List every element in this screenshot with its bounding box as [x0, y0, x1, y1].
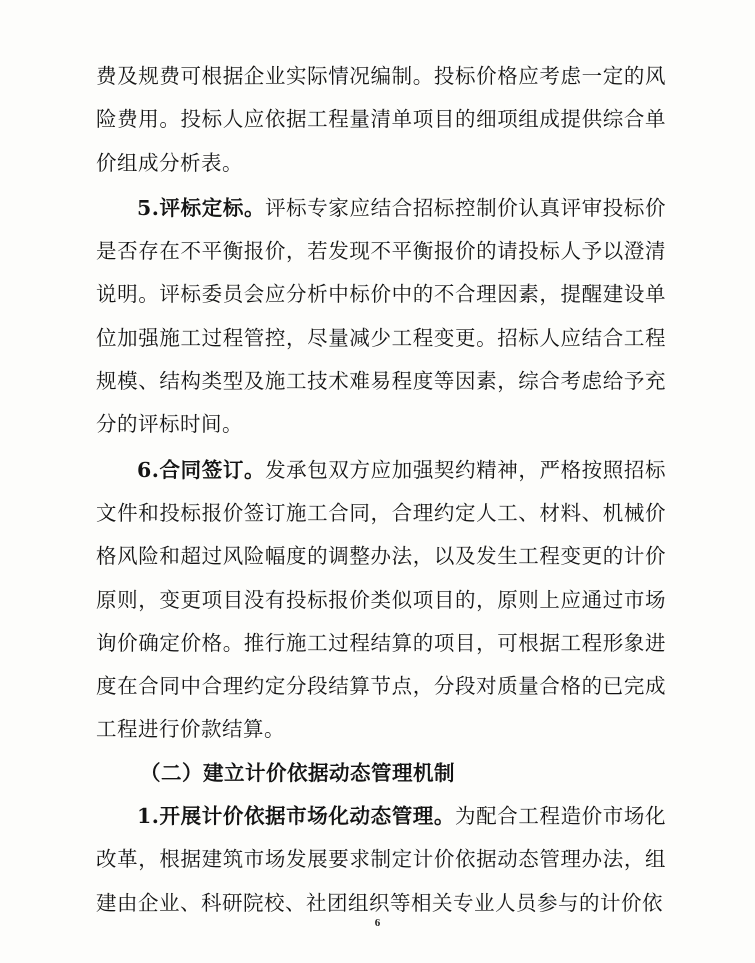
paragraph-lead: 6.合同签订。 — [137, 457, 266, 482]
paragraph-contract-signing — [96, 449, 666, 752]
paragraph-dynamic-management — [96, 795, 666, 925]
paragraph-bid-evaluation — [96, 187, 666, 447]
paragraph-text: 为配合工程造价市场化改革，根据建筑市场发展要求制定计价依据动态管理办法，组建由企业、科研院校、社团组织等相关专业人员参与的计价依 — [96, 804, 667, 915]
paragraph-lead: 1.开展计价依据市场化动态管理。 — [137, 804, 456, 829]
paragraph-text: 费及规费可根据企业实际情况编制。投标价格应考虑一定的风险费用。投标人应依据工程量清单项目的细项组成提供综合单价组成分析表。 — [96, 64, 666, 175]
paragraph-lead: 5.评标定标。 — [137, 195, 266, 220]
page-number: 6 — [374, 917, 381, 929]
paragraph-text: 发承包双方应加强契约精神，严格按照招标文件和投标报价签订施工合同，合理约定人工、材料、机械价格风险和超过风险幅度的调整办法，以及发生工程变更的计价原则，变更项目没有投标报价类似项目的，原则上应通过市场询价确定价格。推行施工过程结算的项目，可根据工程形象进度在合同中合理约定分段结算节点，分段对质量合格的已完成工程进行价款结算。 — [96, 457, 667, 742]
document-page — [96, 55, 666, 925]
section-heading: （二）建立计价依据动态管理机制 — [140, 760, 455, 785]
paragraph-text: 评标专家应结合招标控制价认真评审投标价是否存在不平衡报价，若发现不平衡报价的请投标人予以澄清说明。评标委员会应分析中标价中的不合理因素，提醒建设单位加强施工过程管控，尽量减少工程变更。招标人应结合工程规模、结构类型及施工技术难易程度等因素，综合考虑给予充分的评标时间。 — [96, 195, 667, 437]
paragraph-continuation — [96, 55, 666, 185]
